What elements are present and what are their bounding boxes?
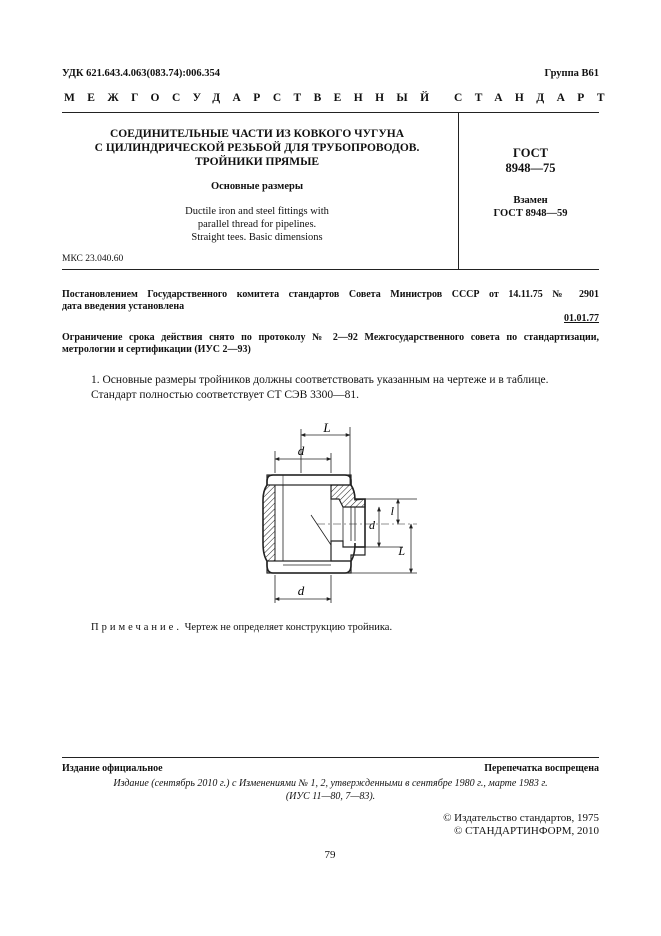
page-number: 79 [324, 849, 336, 861]
replaces-standard: ГОСТ 8948—59 [493, 208, 568, 219]
english-title-line-3: Straight tees. Basic dimensions [191, 232, 323, 243]
reprint-notice: Перепечатка воспрещена [484, 763, 599, 774]
title-line-3: ТРОЙНИКИ ПРЯМЫЕ [194, 156, 320, 168]
copyright-1: © Издательство стандартов, 1975 [443, 812, 599, 824]
body-paragraph-1: 1. Основные размеры тройников должны соответствовать указанным на чертеже и в таблице. [91, 374, 549, 386]
label-l-right: l [390, 504, 394, 518]
tee-drawing [255, 415, 420, 610]
title-block-separator [458, 112, 459, 269]
dimension-d-bottom [275, 575, 331, 603]
restriction-line-1: Ограничение срока действия снято по протоколу № 2—92 Межгосударственного совета по стандартизации, [62, 332, 599, 343]
note-text: Чертеж не определяет конструкцию тройника. [184, 622, 393, 633]
title-line-2: С ЦИЛИНДРИЧЕСКОЙ РЕЗЬБОЙ ДЛЯ ТРУБОПРОВОДОВ. [94, 142, 420, 154]
group-code: Группа В61 [544, 68, 599, 79]
effective-date: 01.01.77 [564, 313, 599, 324]
replaces-label: Взамен [513, 195, 548, 206]
title-block-divider [62, 269, 599, 270]
mks-code: МКС 23.040.60 [62, 254, 124, 264]
copyright-block [380, 812, 599, 838]
note-label: Примечание. [91, 622, 182, 633]
edition-info [62, 777, 599, 803]
body-paragraph-2: Стандарт полностью соответствует СТ СЭВ 3300—81. [91, 389, 360, 401]
label-d-bottom: d [297, 583, 305, 598]
standard-label-word1: МЕЖГОСУДАРСТВЕННЫЙ [64, 92, 442, 104]
copyright-2: © СТАНДАРТИНФОРМ, 2010 [454, 825, 599, 837]
document-title [62, 127, 452, 169]
gost-number-block [462, 146, 599, 176]
header-divider [62, 112, 599, 113]
gost-label: ГОСТ [513, 146, 548, 160]
english-title [62, 205, 452, 244]
replaces-block [462, 194, 599, 220]
edition-info-line-2: (ИУС 11—80, 7—83). [285, 791, 376, 802]
gost-number: 8948—75 [505, 161, 556, 175]
edition-info-line-1: Издание (сентябрь 2010 г.) с Изменениями № 1, 2, утвержденными в сентябре 1980 г., марте 1983 г. [113, 778, 548, 789]
restriction-line-2: метрологии и сертификации (ИУС 2—93) [62, 344, 251, 355]
label-d-top: d [297, 443, 305, 458]
subtitle: Основные размеры [210, 181, 304, 192]
english-title-line-2: parallel thread for pipelines. [197, 219, 317, 230]
label-L-right: L [398, 544, 405, 558]
title-line-1: СОЕДИНИТЕЛЬНЫЕ ЧАСТИ ИЗ КОВКОГО ЧУГУНА [109, 128, 405, 140]
dimension-d-top [275, 443, 331, 473]
english-title-line-1: Ductile iron and steel fittings with [185, 206, 329, 217]
decree-line-2: дата введения установлена [62, 301, 185, 312]
official-edition: Издание официальное [62, 763, 163, 774]
label-d-right: d [369, 518, 375, 532]
footer-divider [62, 757, 599, 758]
udk-code: УДК 621.643.4.063(083.74):006.354 [62, 68, 220, 79]
decree-line-1: Постановлением Государственного комитета стандартов Совета Министров СССР от 14.11.75 № 2901 [62, 289, 599, 300]
label-L-top: L [323, 420, 331, 435]
dimension-right [317, 499, 417, 573]
standard-label-word2: СТАНДАРТ [454, 92, 617, 104]
drawing-note [91, 622, 392, 633]
